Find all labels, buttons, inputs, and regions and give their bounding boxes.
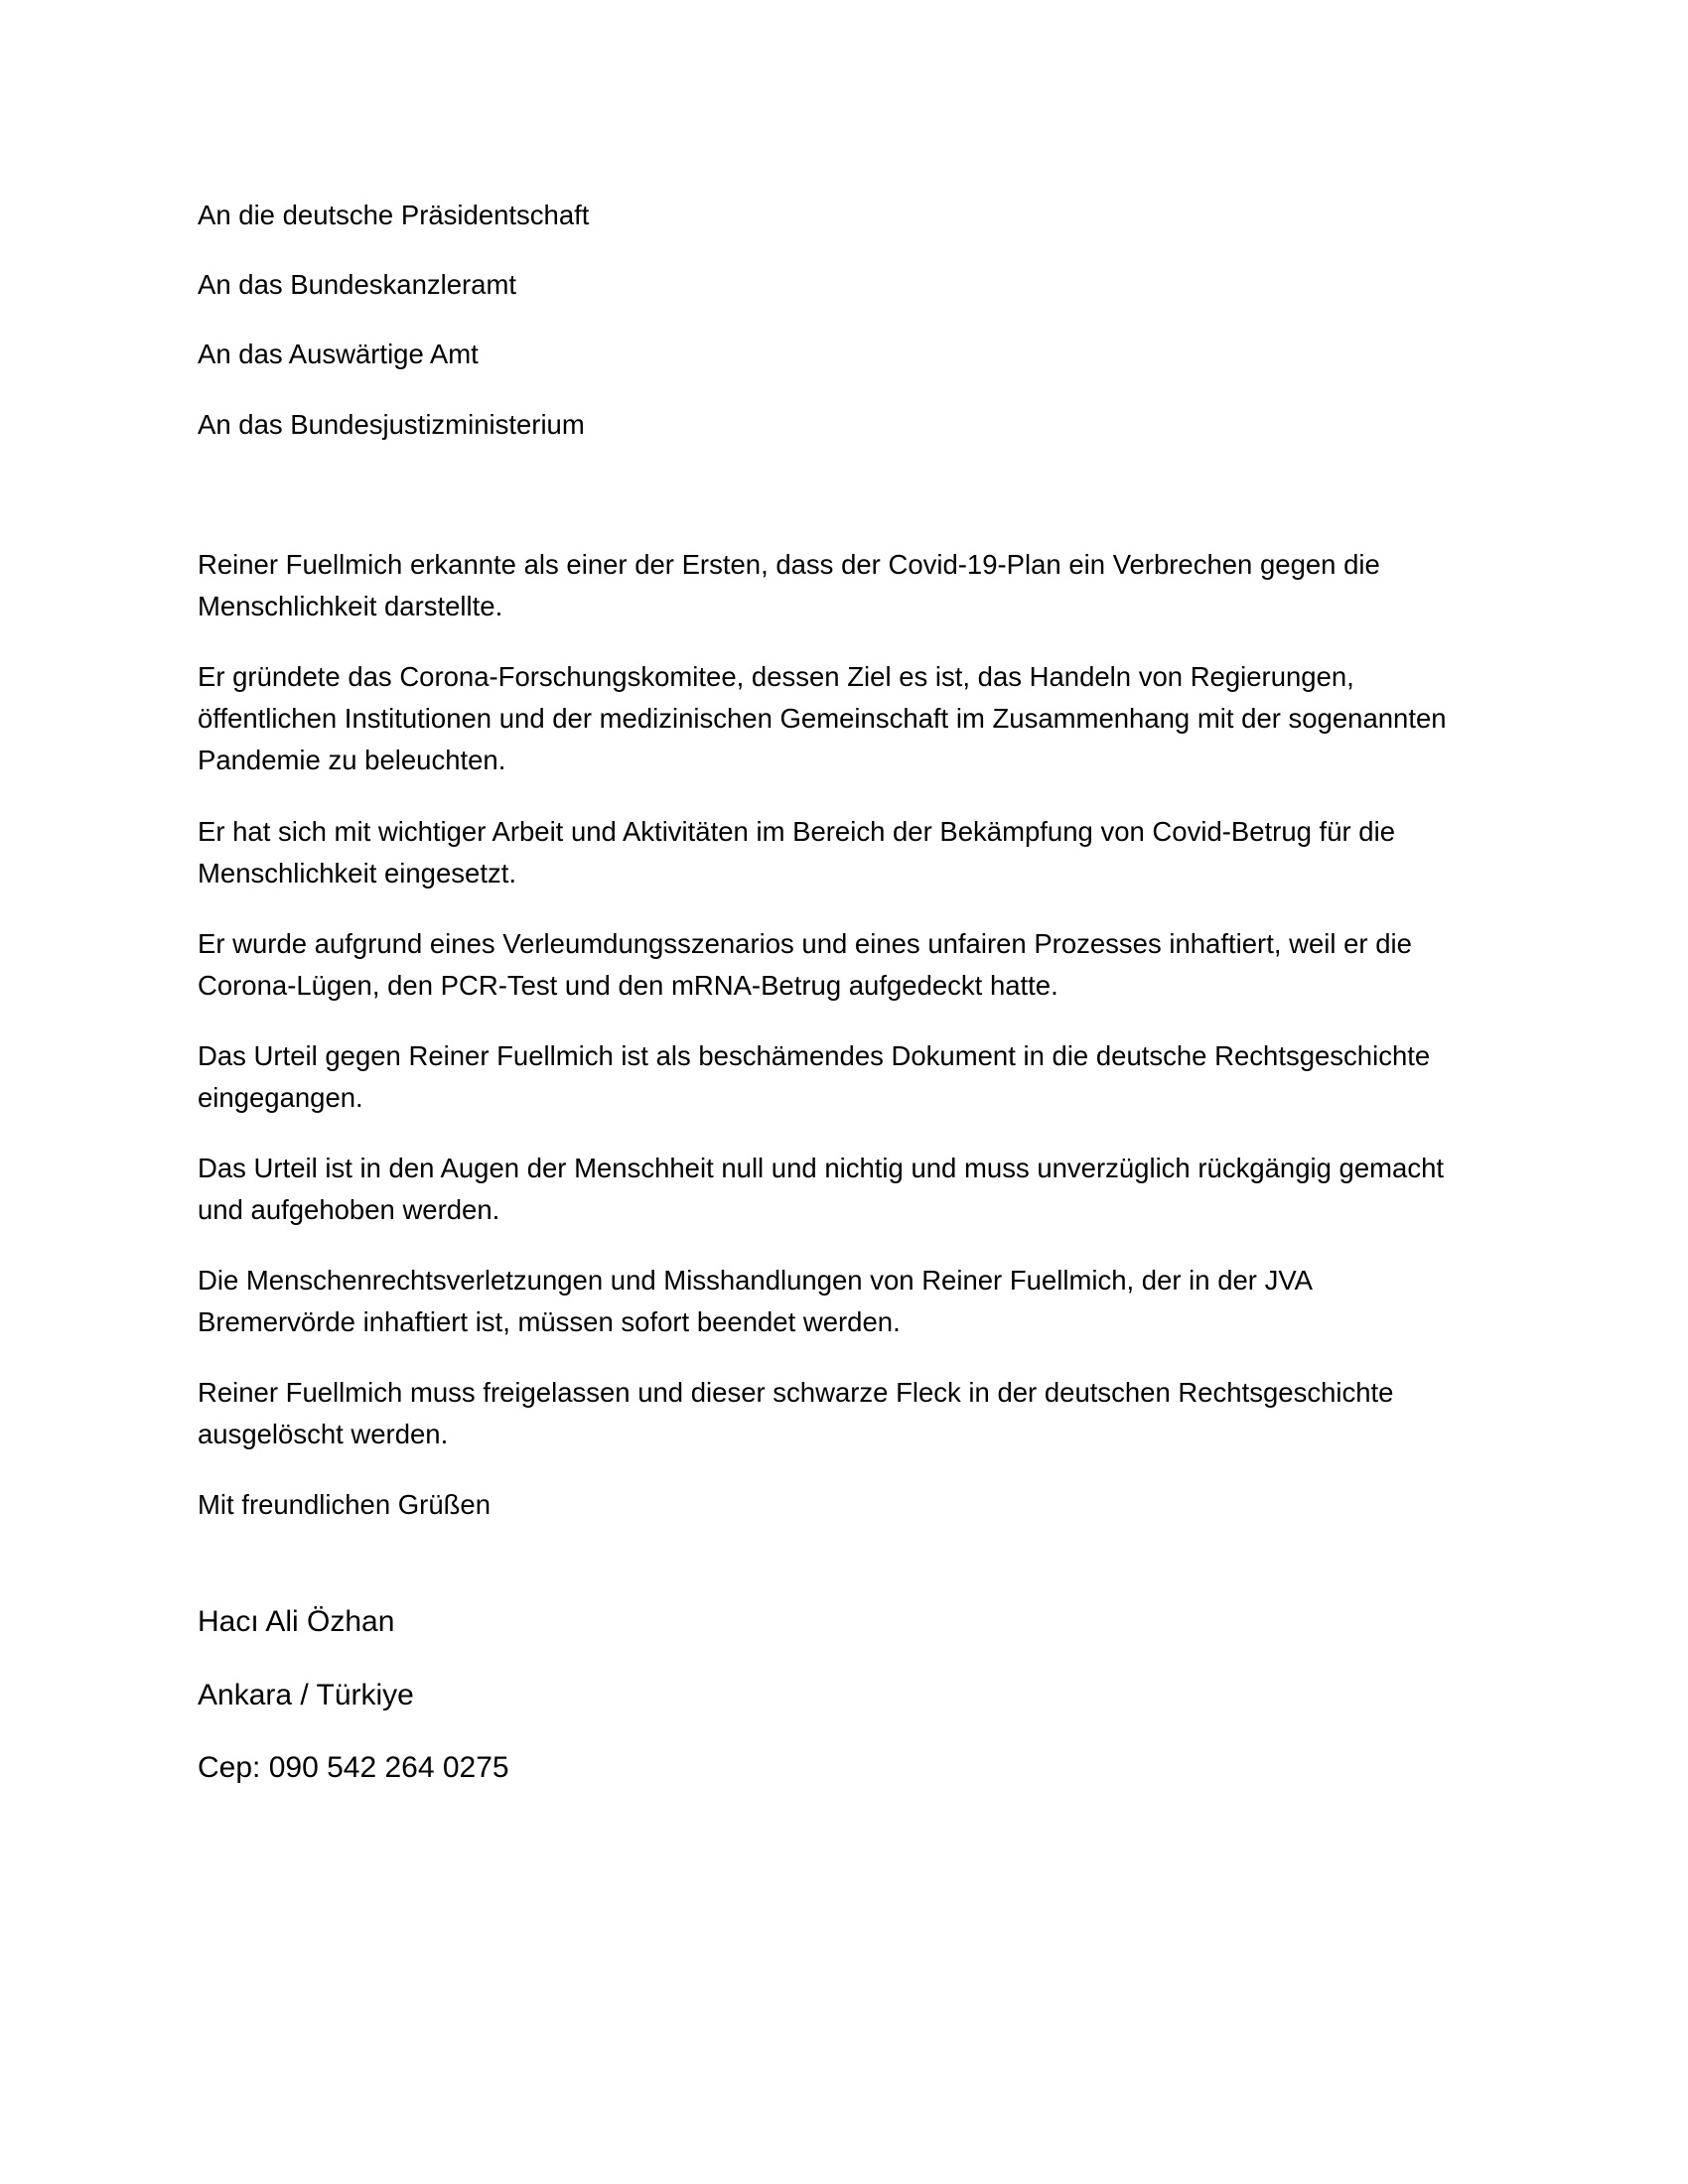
body-paragraph bbox=[198, 544, 1498, 627]
paragraph-line: Corona-Lügen, den PCR-Test und den mRNA-Betrug aufgedeckt hatte. bbox=[198, 970, 1058, 1001]
paragraph-line: Menschlichkeit darstellte. bbox=[198, 591, 503, 621]
paragraph-line: Reiner Fuellmich erkannte als einer der Ersten, dass der Covid-19-Plan ein Verbrechen gegen die bbox=[198, 549, 1380, 580]
recipient-line: An das Auswärtige Amt bbox=[198, 339, 479, 369]
paragraph-line: Das Urteil ist in den Augen der Menschheit null und nichtig und muss unverzüglich rückgängig gemacht bbox=[198, 1153, 1445, 1183]
signature-name: Hacı Ali Özhan bbox=[198, 1605, 395, 1638]
body-paragraph bbox=[198, 1372, 1498, 1455]
paragraph-line: und aufgehoben werden. bbox=[198, 1194, 500, 1225]
paragraph-line: Er gründete das Corona-Forschungskomitee, dessen Ziel es ist, das Handeln von Regierungen, bbox=[198, 661, 1354, 692]
paragraph-line: Pandemie zu beleuchten. bbox=[198, 745, 506, 775]
body-paragraph bbox=[198, 1035, 1498, 1119]
paragraph-line: Reiner Fuellmich muss freigelassen und dieser schwarze Fleck in der deutschen Rechtsgeschichte bbox=[198, 1377, 1394, 1408]
body-paragraph bbox=[198, 1260, 1498, 1343]
paragraph-line: Er wurde aufgrund eines Verleumdungsszenarios und eines unfairen Prozesses inhaftiert, weil er die bbox=[198, 928, 1412, 959]
body-paragraph bbox=[198, 811, 1498, 894]
signature-phone: Cep: 090 542 264 0275 bbox=[198, 1751, 509, 1784]
recipient-line: An die deutsche Präsidentschaft bbox=[198, 200, 590, 230]
body-paragraph bbox=[198, 923, 1498, 1007]
body-paragraph bbox=[198, 656, 1498, 781]
paragraph-line: Das Urteil gegen Reiner Fuellmich ist als beschämendes Dokument in die deutsche Rechtsgeschichte bbox=[198, 1040, 1431, 1071]
paragraph-line: Die Menschenrechtsverletzungen und Misshandlungen von Reiner Fuellmich, der in der JVA bbox=[198, 1265, 1314, 1296]
recipient-line: An das Bundeskanzleramt bbox=[198, 269, 517, 300]
paragraph-line: Menschlichkeit eingesetzt. bbox=[198, 858, 516, 888]
paragraph-line: Er hat sich mit wichtiger Arbeit und Aktivitäten im Bereich der Bekämpfung von Covid-Betrug für die bbox=[198, 816, 1395, 847]
paragraph-line: ausgelöscht werden. bbox=[198, 1419, 449, 1449]
closing-line: Mit freundlichen Grüßen bbox=[198, 1489, 491, 1520]
recipient-line: An das Bundesjustizministerium bbox=[198, 409, 585, 440]
paragraph-line: öffentlichen Institutionen und der medizinischen Gemeinschaft im Zusammenhang mit der sogenannten bbox=[198, 703, 1447, 734]
paragraph-line: Bremervörde inhaftiert ist, müssen sofort beendet werden. bbox=[198, 1306, 901, 1337]
signature-location: Ankara / Türkiye bbox=[198, 1679, 414, 1711]
body-paragraph bbox=[198, 1148, 1498, 1231]
paragraph-line: eingegangen. bbox=[198, 1082, 363, 1113]
